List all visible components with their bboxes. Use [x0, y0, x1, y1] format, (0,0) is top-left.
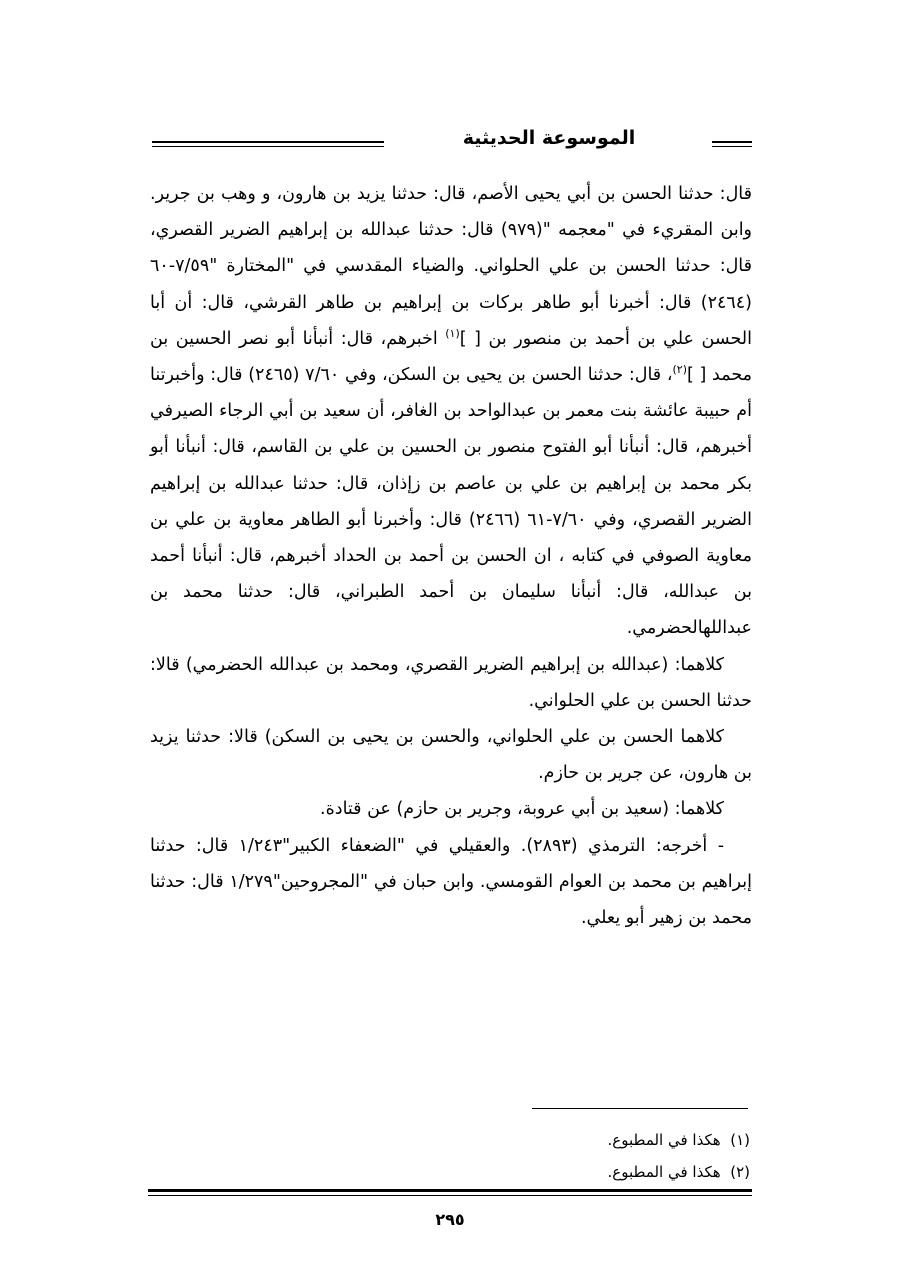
page-number: ٢٩٥ [435, 1210, 465, 1229]
footnotes [150, 1124, 750, 1188]
paragraph-4: كلاهما: (سعيد بن أبي عروبة، وجرير بن حازم) عن قتادة. [320, 799, 724, 820]
body-text [150, 176, 752, 936]
paragraph-1-text-b: اخبرهم، قال: أنبأنا أبو نصر الحسين بن محمد [ ] [150, 328, 752, 386]
paragraph-1-text-c: ، قال: حدثنا الحسن بن يحيى بن السكن، وفي ٧/٦٠ (٢٤٦٥) قال: وأخبرتنا أم حبيبة عائشة بنت معمر بن عبدالواحد بن الغافر، أن سعيد بن أبي الرجاء الصيرفي أخبرهم، قال: أنبأنا أبو الفتوح منصور بن الحسين بن علي بن القاسم، قال: أنبأنا أبو بكر محمد بن إبراهيم بن علي بن عاصم بن زإذان، قال: حدثنا عبدالله بن إبراهيم الضرير القصري، وفي ٧/٦٠-٦١ (٢٤٦٦) قال: وأخبرنا أبو الطاهر معاوية بن علي بن معاوية الصوفي في كتابه ، ان الحسن بن أحمد بن الحداد أخبرهم، قال: أنبأنا أحمد بن عبدالله، قال: أنبأنا سليمان بن أحمد الطبراني، قال: حدثنا محمد بن عبداللهالحضرمي. [150, 365, 752, 639]
paragraph-3: كلاهما الحسن بن علي الحلواني، والحسن بن يحيى بن السكن) قالا: حدثنا يزيد بن هارون، عن جرير بن حازم. [150, 727, 752, 784]
footnote-ref-1[interactable]: (١) [445, 326, 460, 340]
paragraph-5: - أخرجه: الترمذي (٢٨٩٣). والعقيلي في "الضعفاء الكبير"١/٢٤٣ قال: حدثنا إبراهيم بن محمد بن العوام القومسي. وابن حبان في "المجروحين"١/٢٧٩ قال: حدثنا محمد بن زهير أبو يعلي. [150, 835, 753, 929]
paragraph-2: كلاهما: (عبدالله بن إبراهيم الضرير القصري، ومحمد بن عبدالله الحضرمي) قالا: حدثنا الحسن بن علي الحلواني. [150, 654, 752, 711]
paragraph-1-text-a: قال: حدثنا الحسن بن أبي يحيى الأصم، قال: حدثنا يزيد بن هارون، و وهب بن جرير. وابن المقريء في "معجمه "(٩٧٩) قال: حدثنا عبدالله بن إبراهيم الضرير القصري، قال: حدثنا الحسن بن علي الحلواني. والضياء المقدسي في "المختارة "٧/٥٩-٦٠ (٢٤٦٤) قال: أخبرنا أبو طاهر بركات بن إبراهيم بن طاهر القرشي، قال: أن أبا الحسن علي بن أحمد بن منصور بن [ ] [150, 184, 753, 349]
footer-rule-thick [148, 1189, 752, 1192]
paragraph-1 [150, 176, 752, 647]
header-rule-left [152, 141, 384, 143]
footnote-2-number: (٢) [730, 1163, 750, 1181]
footnote-1-text: هكذا في المطبوع. [607, 1131, 721, 1149]
footer-rule-thin [148, 1195, 752, 1196]
footnote-separator [532, 1108, 748, 1109]
footnote-ref-2[interactable]: (٢) [672, 363, 688, 377]
footnote-1-number: (١) [730, 1131, 750, 1149]
footnote-2-text: هكذا في المطبوع. [607, 1163, 721, 1181]
footnote-1 [150, 1124, 750, 1156]
footnote-2 [150, 1156, 750, 1188]
header-rule-right [712, 141, 752, 143]
header-rule-right-thin [712, 146, 752, 147]
header-rule-left-thin [152, 146, 384, 147]
running-header-title: الموسوعة الحديثية [462, 127, 636, 149]
